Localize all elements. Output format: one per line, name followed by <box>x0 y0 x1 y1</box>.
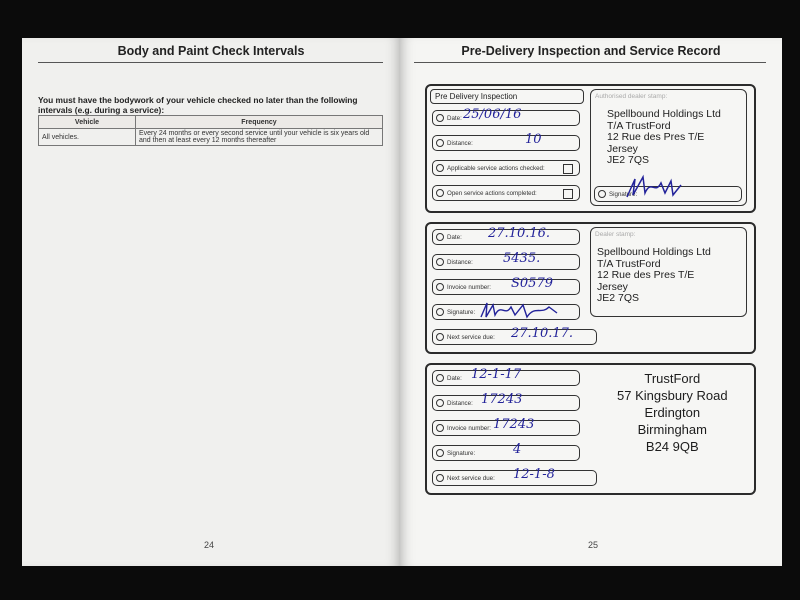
service-record-1 <box>425 222 756 354</box>
handwritten-next-service: 12-1-8 <box>513 467 555 482</box>
signature-scribble <box>625 173 685 201</box>
dealer-stamp-text: Spellbound Holdings Ltd T/A TrustFord 12 Rue des Pres T/E Jersey JE2 7QS <box>607 108 721 166</box>
title-divider <box>38 62 383 63</box>
field-label: Distance: <box>447 259 473 266</box>
pdi-applicable-actions-field[interactable] <box>432 160 580 176</box>
bullet-icon <box>436 233 444 241</box>
page-number: 25 <box>588 540 599 550</box>
intervals-table <box>38 115 383 146</box>
intervals-intro: You must have the bodywork of your vehicle checked no later than the following intervals (e.g. during a service): <box>38 95 358 115</box>
field-label: Invoice number: <box>447 284 492 291</box>
field-label: Applicable service actions checked: <box>447 165 545 172</box>
pdi-record-box <box>425 84 756 213</box>
table-cell: All vehicles. <box>39 129 136 146</box>
dealer-stamp-text: Spellbound Holdings Ltd T/A TrustFord 12 Rue des Pres T/E Jersey JE2 7QS <box>597 246 711 304</box>
page-number: 24 <box>204 540 215 550</box>
pdi-date-field[interactable] <box>432 107 580 126</box>
table-header-row <box>39 116 383 129</box>
bullet-icon <box>436 308 444 316</box>
handwritten-signature: 4 <box>513 442 522 457</box>
field-label: Next service due: <box>447 334 495 341</box>
bullet-icon <box>436 333 444 341</box>
checkbox[interactable] <box>563 164 573 174</box>
bullet-icon <box>436 374 444 382</box>
handwritten-distance: 17243 <box>481 392 523 407</box>
bullet-icon <box>436 258 444 266</box>
service2-signature-field[interactable] <box>432 442 580 461</box>
handwritten-distance: 10 <box>525 132 542 147</box>
pdi-stamp-box <box>590 89 747 206</box>
handwritten-date: 27.10.16. <box>488 226 551 241</box>
handwritten-invoice: 17243 <box>493 417 535 432</box>
bullet-icon <box>436 449 444 457</box>
bullet-icon <box>598 190 606 198</box>
handwritten-date: 12-1-17 <box>471 367 522 382</box>
service1-invoice-field[interactable] <box>432 276 580 295</box>
pdi-distance-field[interactable] <box>432 132 580 151</box>
field-label: Signature: <box>447 450 476 457</box>
service1-stamp-box <box>590 227 747 317</box>
field-label: Open service actions completed: <box>447 190 537 197</box>
column-header: Vehicle <box>39 116 136 129</box>
service1-signature-field[interactable] <box>432 304 580 320</box>
signature-scribble <box>479 299 559 321</box>
column-header: Frequency <box>136 116 383 129</box>
field-label: Signature: <box>609 191 638 198</box>
pdi-heading: Pre Delivery Inspection <box>430 89 584 104</box>
field-label: Next service due: <box>447 475 495 482</box>
field-label: Distance: <box>447 140 473 147</box>
dealer-stamp-text: TrustFord 57 Kingsbury Road Erdington Birmingham B24 9QB <box>617 371 728 454</box>
title-divider <box>414 62 766 63</box>
bullet-icon <box>436 139 444 147</box>
right-page <box>400 38 782 566</box>
field-label: Date: <box>447 375 462 382</box>
handwritten-date: 25/06/16 <box>463 107 522 122</box>
service2-next-service-field[interactable] <box>432 467 597 486</box>
pdi-signature-field[interactable] <box>594 186 742 202</box>
bullet-icon <box>436 283 444 291</box>
service2-invoice-field[interactable] <box>432 417 580 436</box>
service1-date-field[interactable] <box>432 226 580 245</box>
stamp-label: Dealer stamp: <box>595 231 636 238</box>
service-record-2 <box>425 363 756 495</box>
handwritten-invoice: S0579 <box>511 276 553 291</box>
field-label: Distance: <box>447 400 473 407</box>
handwritten-next-service: 27.10.17. <box>511 326 574 341</box>
bullet-icon <box>436 474 444 482</box>
service2-date-field[interactable] <box>432 367 580 386</box>
field-label: Date: <box>447 234 462 241</box>
service1-next-service-field[interactable] <box>432 326 597 345</box>
service2-distance-field[interactable] <box>432 392 580 411</box>
field-label: Signature: <box>447 309 476 316</box>
field-label: Date: <box>447 115 462 122</box>
stamp-label: Authorised dealer stamp: <box>595 93 668 100</box>
bullet-icon <box>436 424 444 432</box>
service2-stamp-area <box>590 368 747 480</box>
left-page-title: Body and Paint Check Intervals <box>117 44 305 58</box>
table-cell: Every 24 months or every second service until your vehicle is six years old and then at least every 12 months thereafter <box>136 129 383 146</box>
service1-distance-field[interactable] <box>432 251 580 270</box>
bullet-icon <box>436 114 444 122</box>
bullet-icon <box>436 189 444 197</box>
checkbox[interactable] <box>563 189 573 199</box>
handwritten-distance: 5435. <box>503 251 541 266</box>
bullet-icon <box>436 399 444 407</box>
left-page <box>22 38 400 566</box>
right-page-title: Pre-Delivery Inspection and Service Record <box>461 44 721 58</box>
table-row <box>39 129 383 146</box>
field-label: Invoice number: <box>447 425 492 432</box>
pdi-open-actions-field[interactable] <box>432 185 580 201</box>
bullet-icon <box>436 164 444 172</box>
